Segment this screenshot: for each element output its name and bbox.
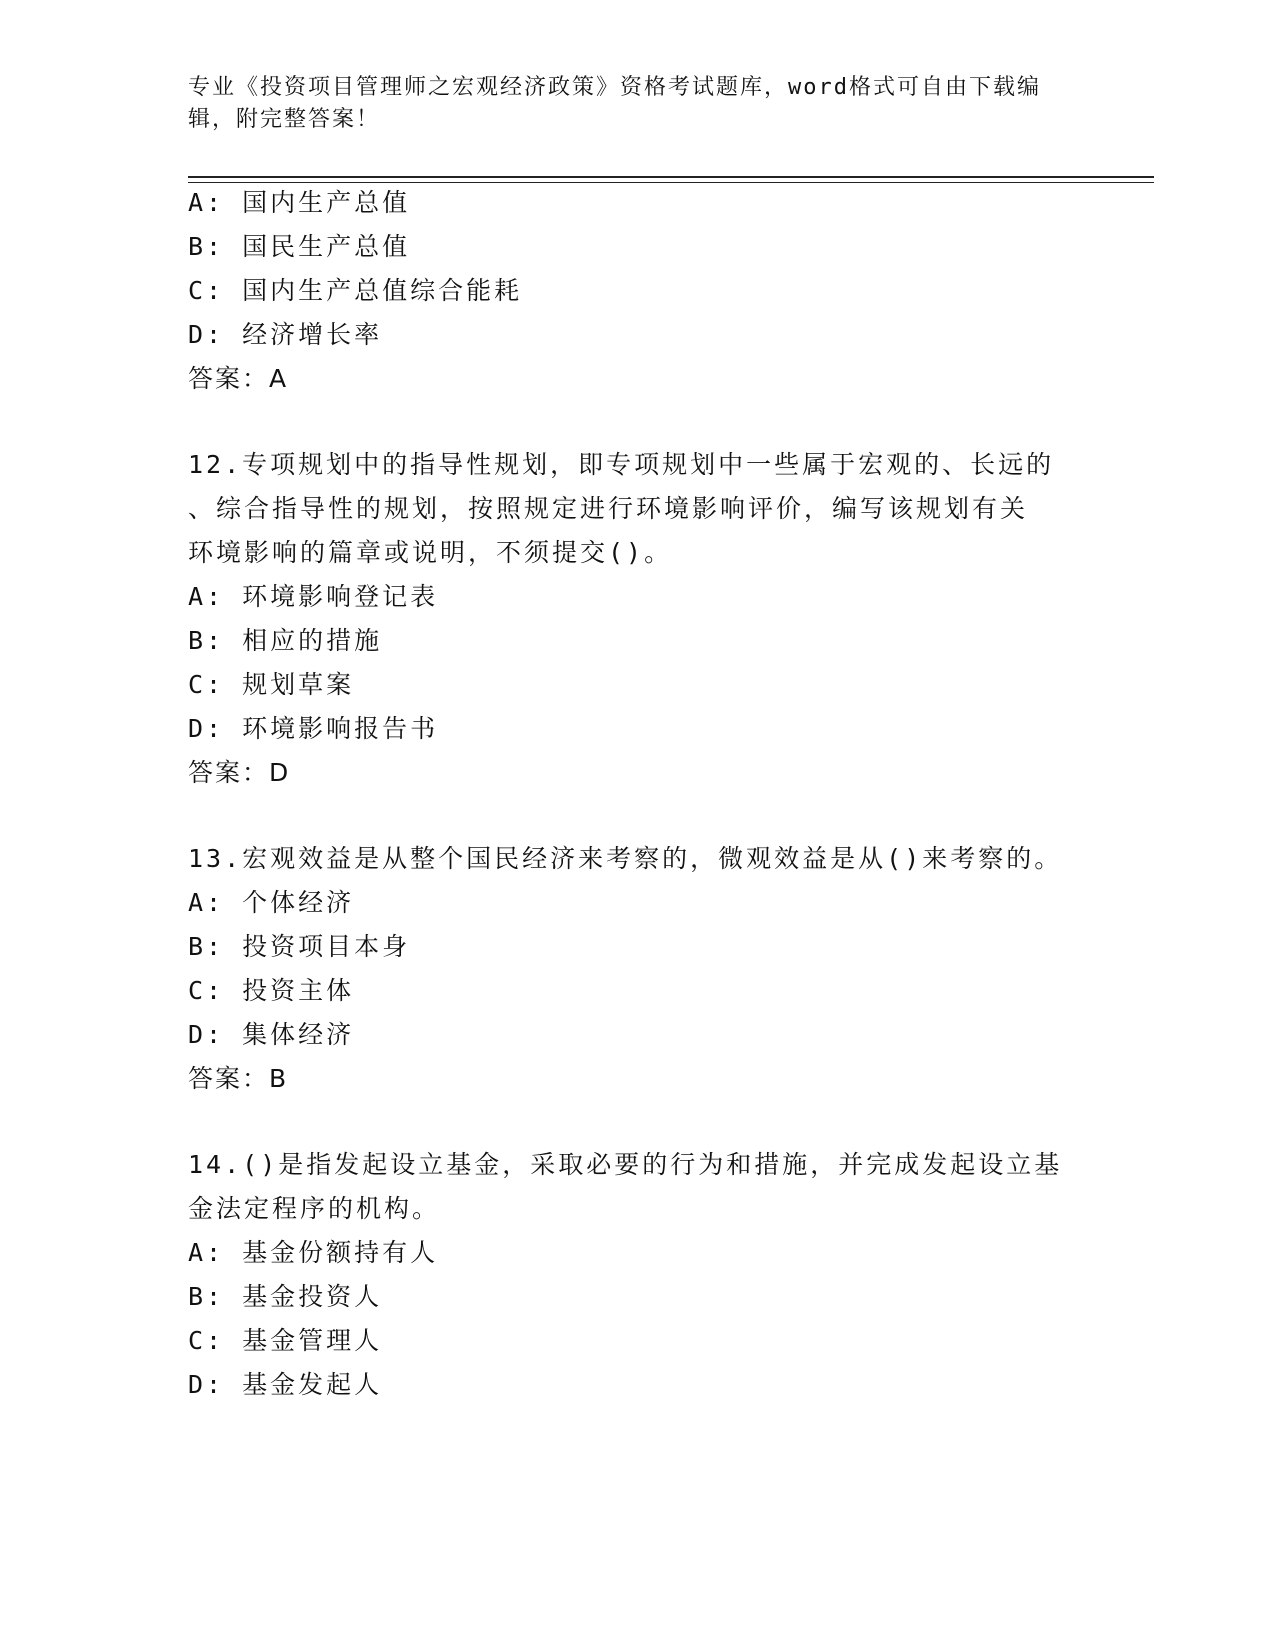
q13-option-d: D: 集体经济: [188, 1020, 355, 1049]
q14-option-d: D: 基金发起人: [188, 1370, 383, 1399]
q13-option-b: B: 投资项目本身: [188, 932, 411, 961]
q13-stem-line-1: 13.宏观效益是从整个国民经济来考察的，微观效益是从()来考察的。: [188, 844, 1063, 873]
q12-option-c: C: 规划草案: [188, 670, 355, 699]
header-divider-thick: [188, 176, 1154, 178]
q14-option-c: C: 基金管理人: [188, 1326, 383, 1355]
q12-stem-line-3: 环境影响的篇章或说明，不须提交()。: [188, 538, 673, 567]
q12-answer: 答案：D: [188, 758, 291, 787]
q13-option-a: A: 个体经济: [188, 888, 355, 917]
q14-stem-line-1: 14.()是指发起设立基金，采取必要的行为和措施，并完成发起设立基: [188, 1150, 1063, 1179]
q13-answer: 答案：B: [188, 1064, 289, 1093]
q14-option-a: A: 基金份额持有人: [188, 1238, 439, 1267]
q11-option-d: D: 经济增长率: [188, 320, 383, 349]
q11-option-c: C: 国内生产总值综合能耗: [188, 276, 523, 305]
header-divider-thin: [188, 182, 1154, 183]
q11-option-a: A: 国内生产总值: [188, 188, 411, 217]
q14-option-b: B: 基金投资人: [188, 1282, 383, 1311]
document-header: 专业《投资项目管理师之宏观经济政策》资格考试题库，word格式可自由下载编辑，附完整答案！: [188, 75, 1041, 132]
q12-option-d: D: 环境影响报告书: [188, 714, 439, 743]
q12-option-b: B: 相应的措施: [188, 626, 383, 655]
q12-option-a: A: 环境影响登记表: [188, 582, 439, 611]
q12-stem-line-1: 12.专项规划中的指导性规划，即专项规划中一些属于宏观的、长远的: [188, 450, 1055, 479]
q13-option-c: C: 投资主体: [188, 976, 355, 1005]
q11-answer: 答案：A: [188, 364, 289, 393]
q12-stem-line-2: 、综合指导性的规划，按照规定进行环境影响评价，编写该规划有关: [188, 494, 1029, 523]
q11-option-b: B: 国民生产总值: [188, 232, 411, 261]
q14-stem-line-2: 金法定程序的机构。: [188, 1194, 441, 1223]
